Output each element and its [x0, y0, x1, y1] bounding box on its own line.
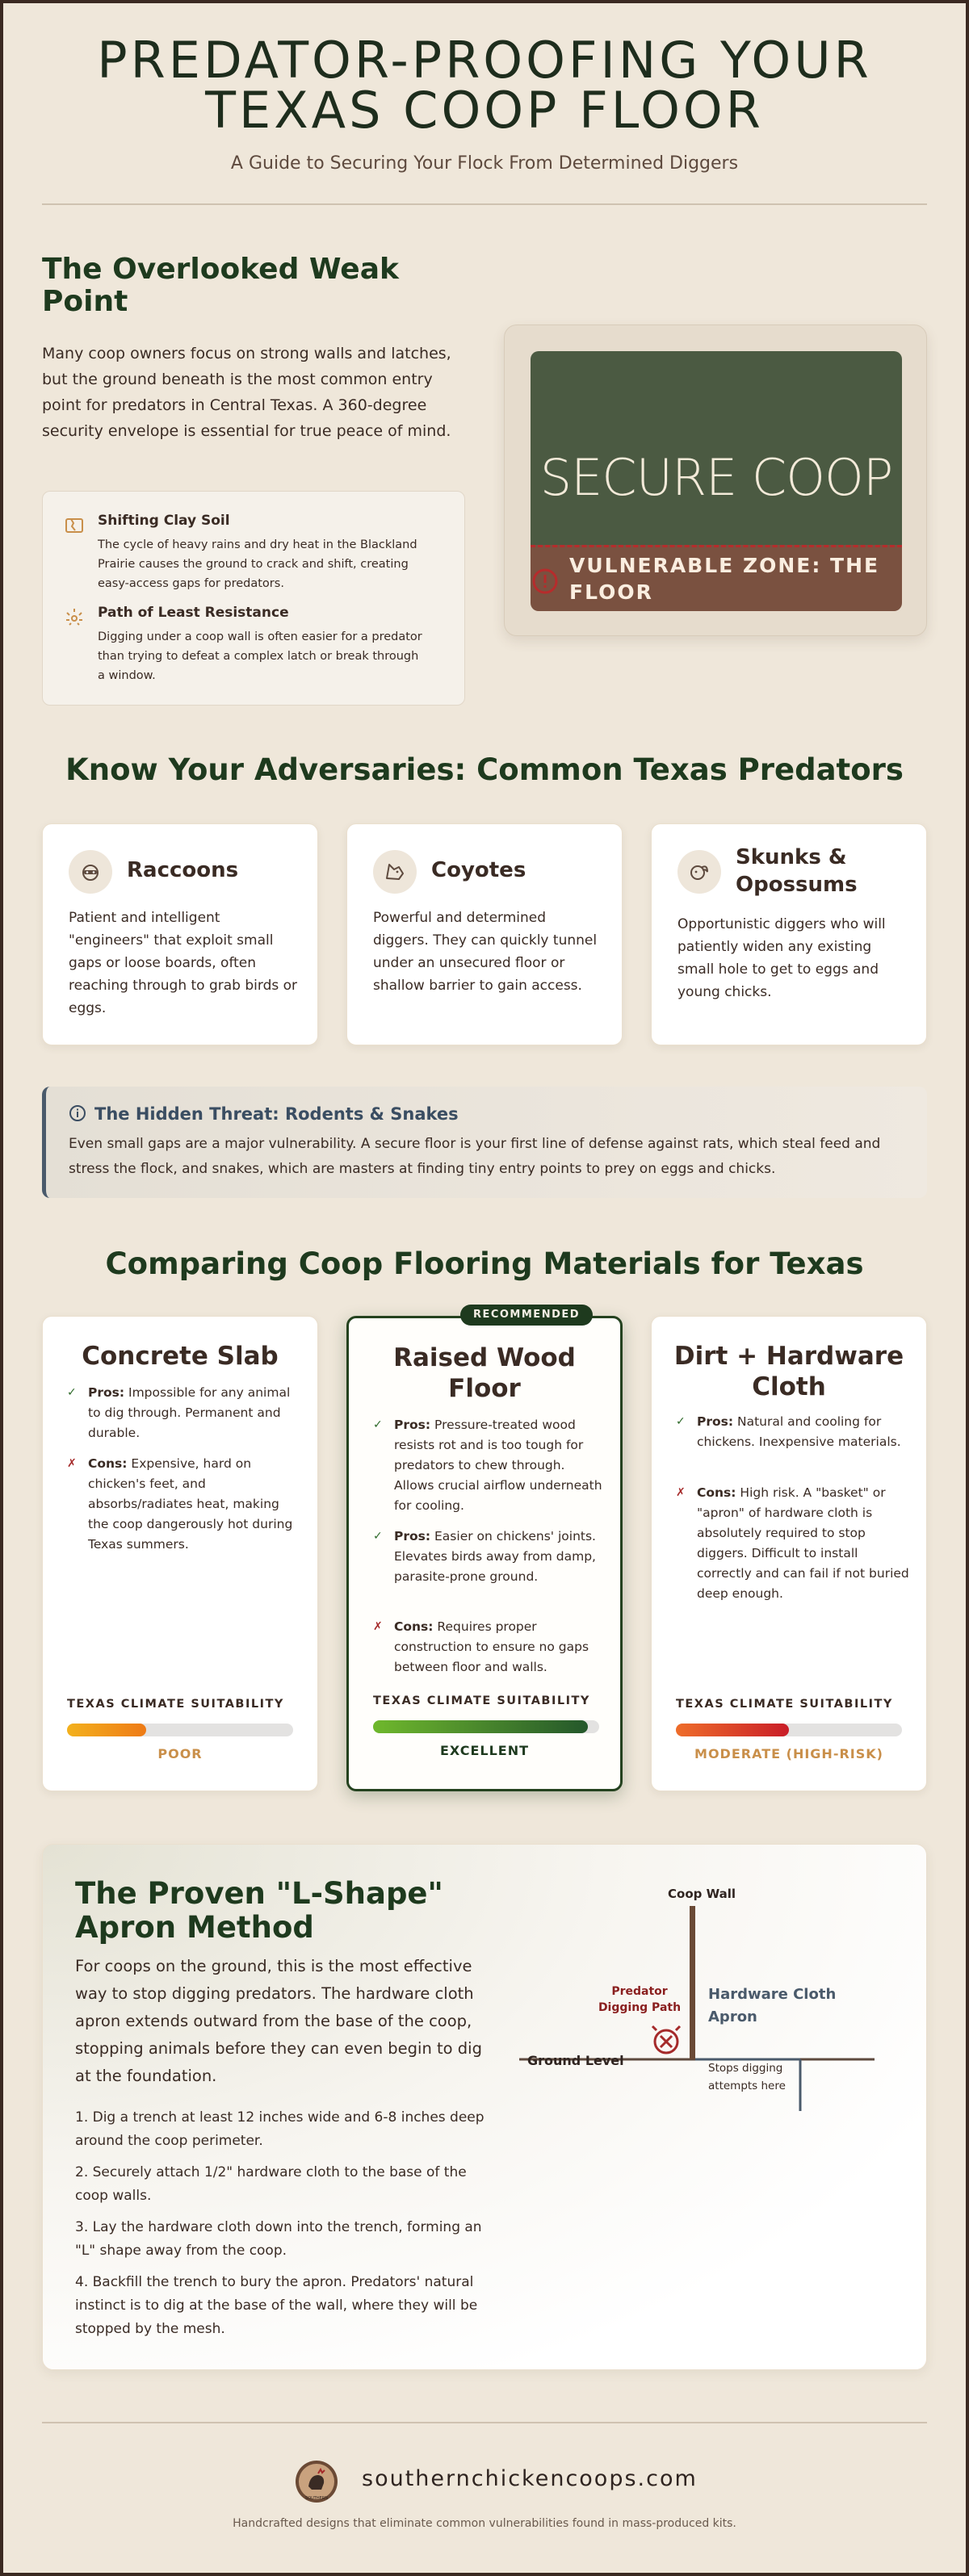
weak-point-info-box [42, 491, 465, 706]
divider [42, 203, 927, 205]
predator-description: Powerful and determined diggers. They can quickly tunnel under an unsecured floor or shallow barrier to gain access. [373, 910, 598, 994]
predator-card-raccoons [42, 823, 318, 1045]
stops-digging-line: attempts here [708, 2080, 786, 2092]
page-title [0, 31, 969, 140]
predator-card-coyotes [346, 823, 623, 1045]
material-title: Concrete Slab [82, 1342, 279, 1371]
check-icon: ✓ [373, 1530, 383, 1543]
point-text: High risk. A "basket" or "apron" of hardware cloth is absolutely required to stop diggers. Difficult to install correctly and can fail if not buried deep enough. [697, 1485, 909, 1601]
predator-name: Raccoons [127, 858, 239, 882]
point-text: Natural and cooling for chickens. Inexpensive materials. [697, 1414, 901, 1449]
stops-digging-line: Stops digging [708, 2062, 783, 2075]
material-card-dirt-hardware-cloth [651, 1316, 927, 1791]
apron-step: 2. Securely attach 1/2" hardware cloth to the base of the coop walls. [75, 2164, 467, 2204]
point-label: Cons: [394, 1619, 434, 1634]
hidden-threat-title: The Hidden Threat: Rodents & Snakes [94, 1104, 459, 1124]
suitability-bar-fill [67, 1724, 146, 1736]
material-card-raised-wood [346, 1316, 623, 1791]
point-label: Cons: [88, 1456, 128, 1471]
suitability-label: TEXAS CLIMATE SUITABILITY [67, 1698, 284, 1711]
point-label: Pros: [394, 1418, 431, 1432]
predator-description: Opportunistic diggers who will patiently widen any existing small hole to get to eggs and young chicks. [677, 916, 886, 1000]
suitability-bar [676, 1724, 902, 1736]
cross-icon: ✗ [373, 1620, 383, 1633]
point-label: Cons: [697, 1485, 736, 1500]
cross-icon: ✗ [67, 1457, 77, 1470]
recommended-badge: RECOMMENDED [460, 1305, 593, 1326]
predator-path-label [589, 1983, 690, 2016]
info-heading: Shifting Clay Soil [98, 513, 230, 529]
predator-description: Patient and intelligent "engineers" that exploit small gaps or loose boards, often reaching through to grab birds or eggs. [69, 910, 298, 1016]
svg-text:SOUTHERN: SOUTHERN [305, 2496, 328, 2501]
info-text: The cycle of heavy rains and dry heat in the Blackland Prairie causes the ground to crack and shift, creating easy-access gaps for predators. [98, 538, 417, 590]
hidden-threat-callout [42, 1087, 927, 1198]
check-icon: ✓ [67, 1386, 77, 1399]
suitability-bar [373, 1720, 599, 1733]
page-subtitle: A Guide to Securing Your Flock From Determined Diggers [230, 153, 739, 174]
hardware-cloth-line: Hardware Cloth [708, 1986, 837, 2003]
predator-name: Skunks & Opossums [736, 845, 858, 897]
suitability-bar [67, 1724, 293, 1736]
info-icon [69, 1104, 86, 1122]
weak-point-paragraph: Many coop owners focus on strong walls and latches, but the ground beneath is the most common entry point for predators in Central Texas. A 360-degree security envelope is essential for true peace of mind. [42, 345, 451, 440]
suitability-bar-fill [373, 1720, 588, 1733]
title-line-1: PREDATOR-PROOFING YOUR [97, 31, 872, 90]
coop-wall-shape [690, 1906, 695, 2059]
point-label: Pros: [697, 1414, 734, 1429]
ground-level-label: Ground Level [527, 2053, 624, 2068]
apron-step: 1. Dig a trench at least 12 inches wide and 6-8 inches deep around the coop perimeter. [75, 2109, 484, 2149]
material-pro [373, 1415, 607, 1516]
coop-wall-label: Coop Wall [668, 1887, 736, 1901]
adversaries-title: Know Your Adversaries: Common Texas Predators [65, 752, 904, 787]
skunk-icon [677, 850, 721, 894]
paw-burst-icon [64, 606, 85, 627]
coyote-icon [373, 850, 417, 894]
point-text: Pressure-treated wood resists rot and is too tough for predators to chew through. Allows crucial airflow underneath for cooling. [394, 1418, 602, 1513]
predator-alarm-icon [652, 2026, 680, 2053]
check-icon: ✓ [676, 1415, 686, 1428]
footer-divider [42, 2422, 927, 2423]
material-title: Dirt + Hardware Cloth [673, 1342, 904, 1401]
soil-crack-icon [64, 514, 85, 535]
suitability-value: EXCELLENT [440, 1743, 529, 1758]
raccoon-icon [69, 850, 112, 894]
title-line-2: TEXAS COOP FLOOR [205, 81, 764, 140]
weak-point-title: The Overlooked Weak Point [42, 253, 399, 318]
apron-paragraph: For coops on the ground, this is the most effective way to stop digging predators. The hardware cloth apron extends outward from the base of the coop, stopping animals before they can even begin to dig at the foundation. [75, 1957, 482, 2085]
coop-illustration-card [504, 325, 927, 636]
stops-digging-label [708, 2059, 786, 2095]
check-icon: ✓ [373, 1418, 383, 1431]
footer-website[interactable]: southernchickencoops.com [362, 2466, 698, 2491]
apron-step: 4. Backfill the trench to bury the apron. Predators' natural instinct is to dig at the base of the wall, where they will be stopped by the mesh. [75, 2274, 478, 2337]
footer-tagline: Handcrafted designs that eliminate common vulnerabilities found in mass-produced kits. [233, 2517, 736, 2530]
suitability-label: TEXAS CLIMATE SUITABILITY [373, 1694, 590, 1707]
predator-path-line: Digging Path [598, 2001, 682, 2014]
brand-logo [294, 2459, 339, 2504]
secure-coop-label: SECURE COOP [539, 448, 893, 507]
point-text: Easier on chickens' joints. Elevates birds away from damp, parasite-prone ground. [394, 1529, 596, 1584]
vulnerable-zone-block [531, 545, 902, 611]
materials-title: Comparing Coop Flooring Materials for Texas [105, 1246, 864, 1281]
material-con [676, 1483, 910, 1604]
apron-step: 3. Lay the hardware cloth down into the trench, forming an "L" shape away from the coop. [75, 2219, 482, 2259]
vulnerable-zone-label: VULNERABLE ZONE: THE FLOOR [569, 554, 880, 604]
secure-coop-block [531, 351, 902, 545]
point-label: Pros: [394, 1529, 431, 1544]
material-con [373, 1617, 607, 1678]
info-text: Digging under a coop wall is often easier for a predator than trying to defeat a complex latch or break through a window. [98, 630, 422, 682]
point-text: Expensive, hard on chicken's feet, and absorbs/radiates heat, making the coop dangerously hot during Texas summers. [88, 1456, 293, 1552]
material-con [67, 1454, 301, 1555]
warning-icon [531, 567, 560, 596]
suitability-value: POOR [157, 1746, 203, 1761]
predator-name: Coyotes [431, 858, 526, 882]
apron-title: The Proven "L-Shape" Apron Method [75, 1876, 443, 1945]
hidden-threat-text: Even small gaps are a major vulnerability. A secure floor is your first line of defense against rats, which steal feed and stress the flock, and snakes, which are masters at finding tiny entry points to prey on eggs and chicks. [69, 1136, 881, 1177]
point-label: Pros: [88, 1385, 125, 1400]
material-card-concrete [42, 1316, 318, 1791]
material-pro [67, 1383, 301, 1443]
material-pro [676, 1412, 910, 1452]
hardware-cloth-line: Apron [708, 2008, 757, 2025]
material-pro [373, 1527, 607, 1587]
hardware-cloth-label [708, 1983, 836, 2029]
suitability-label: TEXAS CLIMATE SUITABILITY [676, 1698, 893, 1711]
suitability-bar-fill [676, 1724, 789, 1736]
suitability-value: MODERATE (HIGH-RISK) [694, 1746, 883, 1761]
apron-method-card [42, 1844, 927, 2370]
point-text: Impossible for any animal to dig through. Permanent and durable. [88, 1385, 291, 1440]
material-title: Raised Wood Floor [393, 1343, 576, 1403]
predator-path-line: Predator [611, 1985, 668, 1998]
info-heading: Path of Least Resistance [98, 605, 289, 621]
cross-icon: ✗ [676, 1486, 686, 1499]
predator-card-skunks [651, 823, 927, 1045]
point-text: Requires proper construction to ensure no gaps between floor and walls. [394, 1619, 589, 1674]
